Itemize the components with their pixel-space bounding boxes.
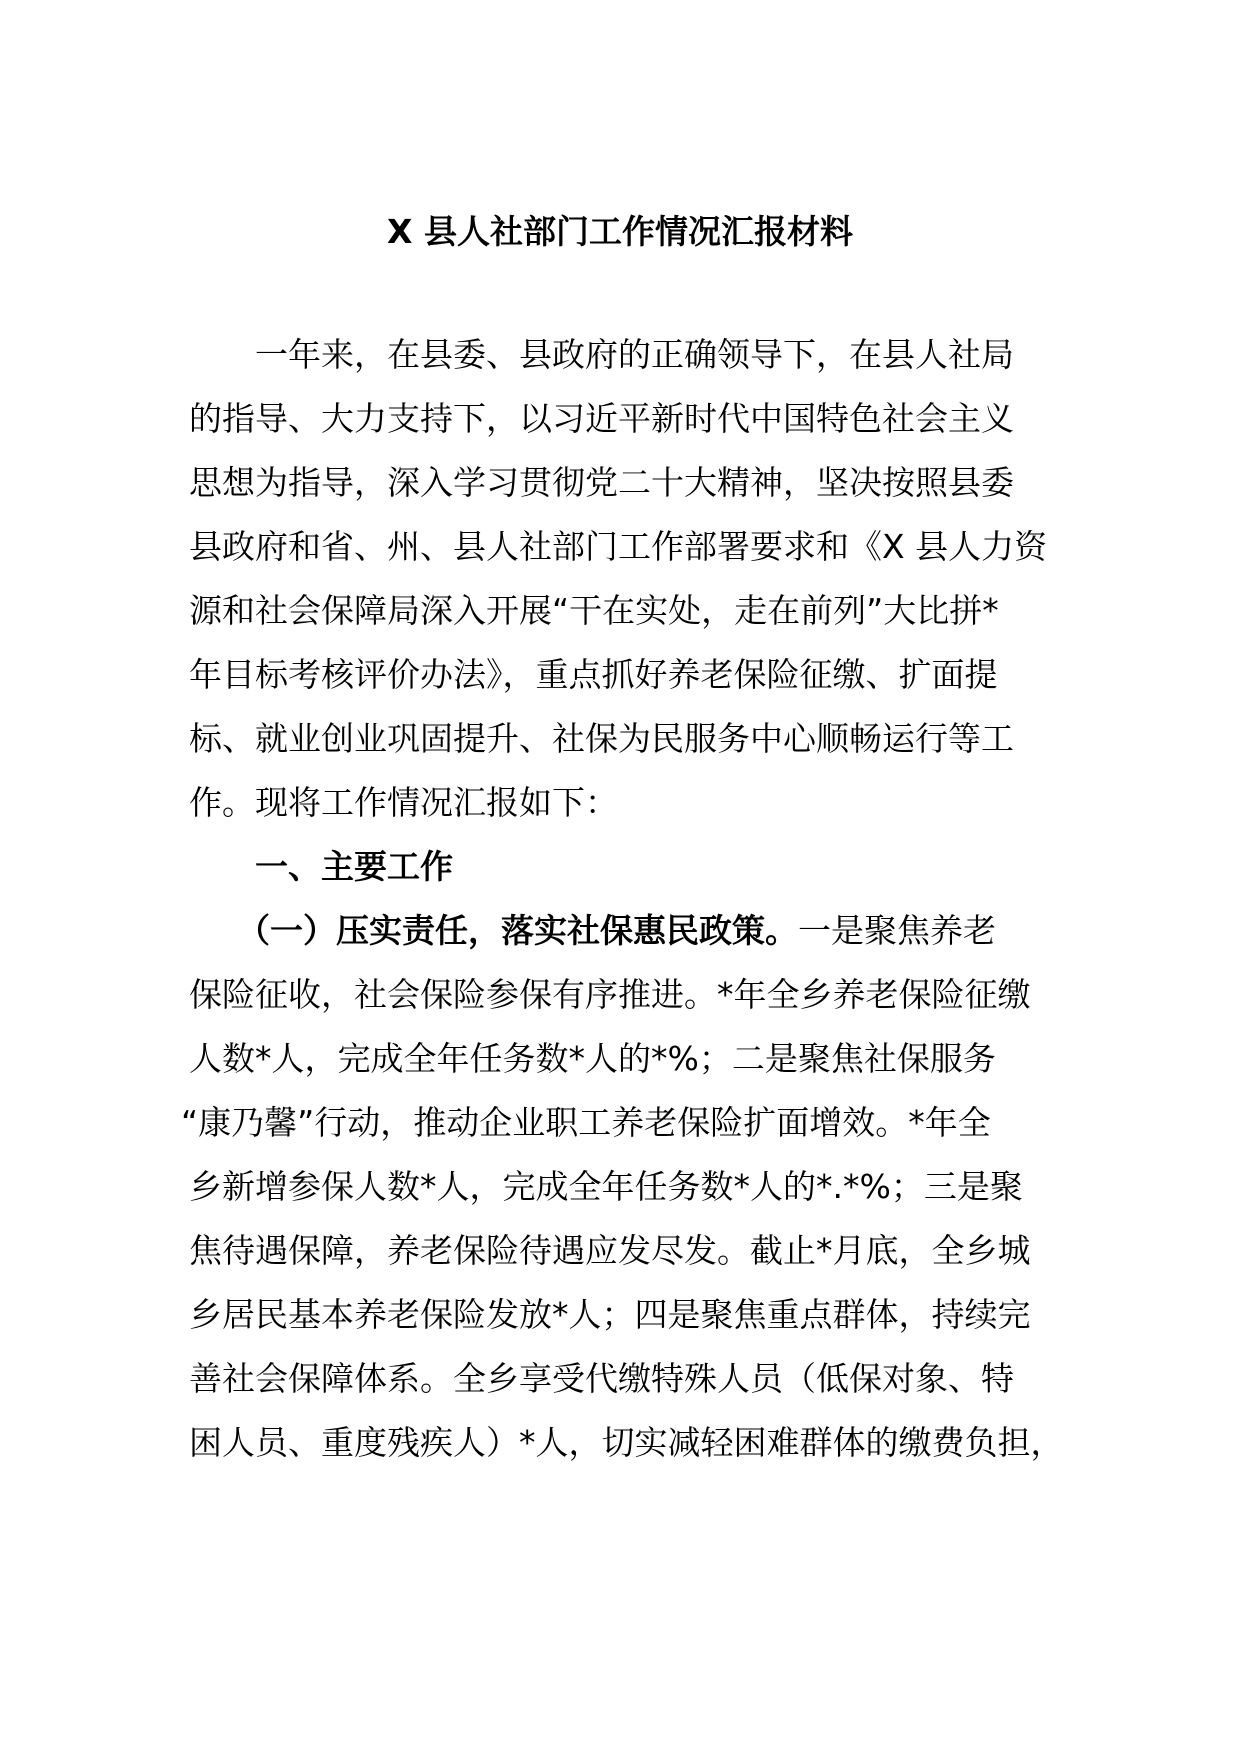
subsection-line: 焦待遇保障，养老保险待遇应发尽发。截止*月底，全乡城 [189,1231,1031,1270]
document-title: X 县人社部门工作情况汇报材料 [387,212,853,251]
section-heading: 一、主要工作 [255,847,453,886]
subsection-line: 保险征收，社会保险参保有序推进。*年全乡养老保险征缴 [189,975,1031,1014]
subsection-line: 乡新增参保人数*人，完成全年任务数*人的*.*%；三是聚 [189,1167,1023,1206]
intro-line: 一年来，在县委、县政府的正确领导下，在县人社局 [255,335,1014,374]
intro-line: 源和社会保障局深入开展“干在实处，走在前列”大比拼* [189,591,999,630]
subsection-line: 人数*人，完成全年任务数*人的*%；二是聚焦社保服务 [189,1039,996,1078]
subsection-line: “康乃馨”行动，推动企业职工养老保险扩面增效。*年全 [181,1103,991,1142]
intro-line: 的指导、大力支持下，以习近平新时代中国特色社会主义 [189,399,1014,438]
subsection-first-line [237,909,996,953]
intro-line: 标、就业创业巩固提升、社保为民服务中心顺畅运行等工 [189,719,1014,758]
subsection-line: 善社会保障体系。全乡享受代缴特殊人员（低保对象、特 [189,1359,1014,1398]
subsection-first-line-text: 一是聚焦养老 [798,911,996,950]
intro-line: 作。现将工作情况汇报如下： [189,783,618,822]
intro-line: 思想为指导，深入学习贯彻党二十大精神，坚决按照县委 [189,463,1014,502]
intro-line: 县政府和省、州、县人社部门工作部署要求和《X 县人力资 [189,527,1048,566]
subsection-line: 乡居民基本养老保险发放*人；四是聚焦重点群体，持续完 [189,1295,1031,1334]
intro-line: 年目标考核评价办法》，重点抓好养老保险征缴、扩面提 [189,655,998,694]
subsection-heading: （一）压实责任，落实社保惠民政策。 [237,911,798,950]
subsection-line: 困人员、重度残疾人）*人，切实减轻困难群体的缴费负担， [189,1423,1064,1462]
